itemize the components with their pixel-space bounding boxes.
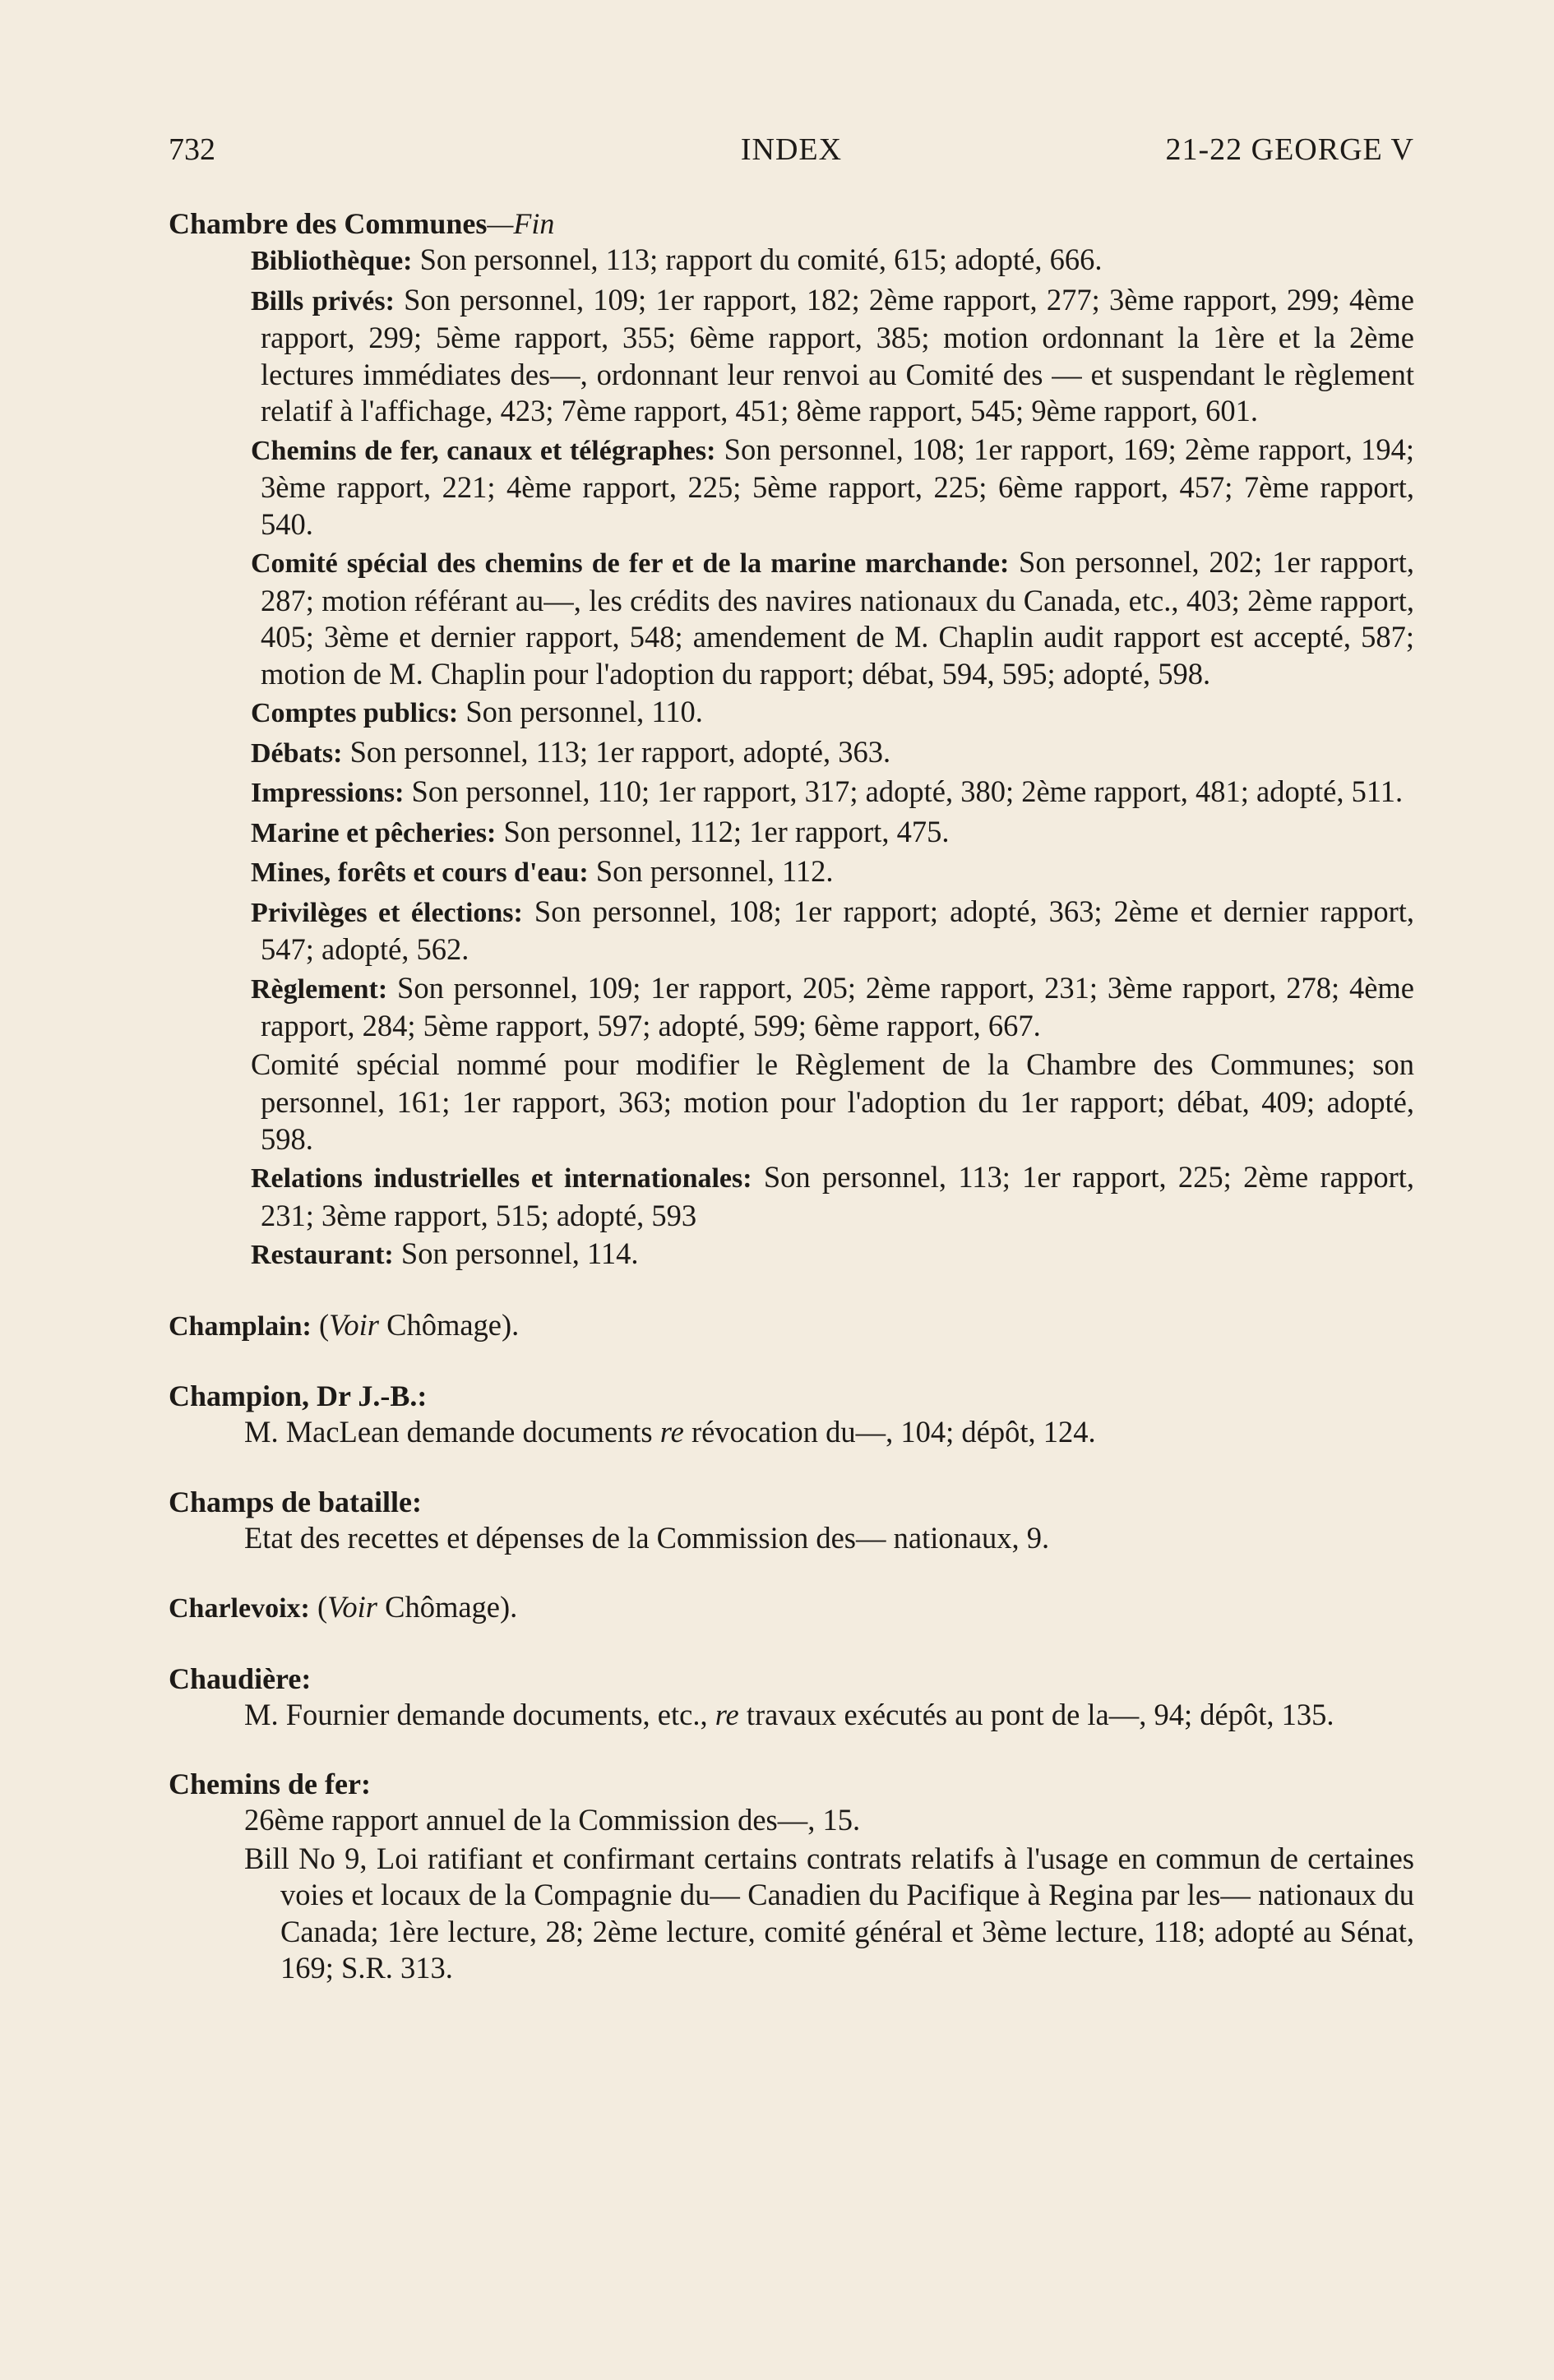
subentry-text: Son personnel, 109; 1er rapport, 205; 2ème rapport, 231; 3ème rapport, 278; 4ème rapport, 284; 5ème rapport, 597; adopté, 599; 6ème rapport, 667. [261,970,1414,1042]
entry-item-text: Bill No 9, Loi ratifiant et confirmant certains contrats relatifs à l'usage en commun de certaines voies et locaux de la Compagnie du— Canadien du Pacifique à Regina par les— nationaux du Canada; 1ère lecture, 28; 2ème lecture, comité général et 3ème lecture, 118; adopté au Sénat, 169; S.R. 313. [244,1841,1414,1985]
entry-item-text: 26ème rapport annuel de la Commission des—, 15. [244,1803,861,1837]
subentry-text: Comité spécial nommé pour modifier le Règlement de la Chambre des Communes; son personnel, 161; 1er rapport, 363; motion pour l'adoption du 1er rapport; débat, 409; adopté, 598. [251,1047,1414,1156]
subentry [169,694,1414,732]
subentry-label: Comité spécial des chemins de fer et de la marine marchande: [251,548,1010,579]
cross-ref-target: Chômage). [378,1307,520,1342]
entry-item [169,1841,1414,1987]
subentry [169,970,1414,1045]
subentry-text: Son personnel, 202; 1er rapport, 287; motion référant au—, les crédits des navires nationaux du Canada, etc., 403; 2ème rapport, 405; 3ème et dernier rapport, 548; amendement de M. Chaplin audit rapport est accepté, 587; motion de M. Chaplin pour l'adoption du rapport; débat, 594, 595; adopté, 598. [261,545,1414,691]
entry-title: Chaudière: [169,1661,312,1695]
entry-item-text: M. MacLean demande documents [244,1415,660,1449]
index-entry-chemins-de-fer [169,1766,1414,1987]
section-title-suffix: —Fin [487,207,555,240]
index-entry-champion [169,1378,1414,1451]
subentry [169,1159,1414,1234]
index-content [169,206,1414,1989]
subentry-label: Mines, forêts et cours d'eau: [251,857,589,888]
subentry [169,774,1414,812]
index-entry-line [169,1307,1414,1346]
subentry-label: Débats: [251,737,343,769]
entry-item [169,1520,1414,1557]
subentry-label: Impressions: [251,778,405,808]
cross-ref-open: ( [311,1307,330,1342]
entry-item-text: M. Fournier demande documents, etc., [244,1697,715,1731]
entry-item-text-end: travaux exécutés au pont de la—, 94; dépôt, 135. [738,1697,1334,1731]
index-entry-line [169,1589,1414,1628]
subentry [169,544,1414,692]
subentry-text: Son personnel, 109; 1er rapport, 182; 2ème rapport, 277; 3ème rapport, 299; 4ème rapport, 299; 5ème rapport, 355; 6ème rapport, 385; motion ordonnant la 1ère et la 2ème lectures immédiates des—, ordonnant leur renvoi au Comité des — et suspendant le règlement relatif à l'affichage, 423; 7ème rapport, 451; 8ème rapport, 545; 9ème rapport, 601. [261,282,1414,427]
subentry-label: Relations industrielles et internationales: [251,1163,752,1194]
subentry-text: Son personnel, 113; 1er rapport, 225; 2ème rapport, 231; 3ème rapport, 515; adopté, 593 [261,1160,1414,1232]
subentry [169,1236,1414,1274]
subentry-text: Son personnel, 108; 1er rapport, 169; 2ème rapport, 194; 3ème rapport, 221; 4ème rapport, 225; 5ème rapport, 225; 6ème rapport, 457; 7ème rapport, 540. [261,432,1414,541]
page-number: 732 [169,132,215,167]
entry-item [169,1697,1414,1734]
entry-title: Chemins de fer: [169,1768,371,1800]
index-entry-chaudiere [169,1661,1414,1734]
entry-item [169,1802,1414,1839]
subentry-text: Son personnel, 112; 1er rapport, 475. [496,814,950,848]
cross-ref-voir: Voir [327,1590,377,1624]
index-entry-champs-de-bataille [169,1484,1414,1557]
running-head [169,132,1414,173]
entry-item-italic: re [659,1415,684,1449]
reign-label: 21-22 GEORGE V [1165,132,1414,167]
subentry [169,432,1414,543]
subentry-text: Son personnel, 108; 1er rapport; adopté, 363; 2ème et dernier rapport, 547; adopté, 562. [261,894,1414,966]
subentry [169,282,1414,430]
entry-item [169,1414,1414,1451]
subentry-label: Marine et pêcheries: [251,817,497,848]
subentry-text: Son personnel, 110. [458,695,703,728]
subentry-text: Son personnel, 114. [393,1236,639,1270]
section-heading [169,206,1414,242]
subentry [169,894,1414,968]
entry-title: Champlain: [169,1310,312,1342]
subentry-text: Son personnel, 112. [588,854,834,888]
subentry [169,1047,1414,1158]
section-title: Chambre des Communes [169,207,488,240]
subentry-label: Comptes publics: [251,698,459,728]
cross-ref-voir: Voir [329,1307,379,1342]
subentry-text: Son personnel, 113; 1er rapport, adopté, 363. [342,734,891,769]
entry-title: Charlevoix: [169,1593,310,1624]
running-title: INDEX [740,132,843,167]
cross-ref-target: Chômage). [377,1590,518,1624]
cross-ref-open: ( [309,1590,328,1624]
subentry-label: Règlement: [251,973,388,1005]
subentry [169,734,1414,773]
subentry-text: Son personnel, 110; 1er rapport, 317; adopté, 380; 2ème rapport, 481; adopté, 511. [404,774,1404,808]
entry-item-text: Etat des recettes et dépenses de la Commission des— nationaux, 9. [244,1520,1050,1555]
subentry [169,814,1414,853]
subentry-label: Chemins de fer, canaux et télégraphes: [251,435,716,466]
entry-title: Champion, Dr J.-B.: [169,1379,428,1412]
index-entry-champlain [169,1307,1414,1346]
subentry-label: Privilèges et élections: [251,897,523,928]
entry-title: Champs de bataille: [169,1485,423,1518]
subentry-label: Bills privés: [251,285,395,317]
subentry [169,853,1414,892]
entry-item-italic: re [715,1697,739,1731]
subentry-text: Son personnel, 113; rapport du comité, 615; adopté, 666. [412,243,1103,276]
subentry-label: Restaurant: [251,1240,394,1270]
subentry-label: Bibliothèque: [251,246,413,276]
index-entry-charlevoix [169,1589,1414,1628]
subentry [169,242,1414,280]
entry-item-text-end: révocation du—, 104; dépôt, 124. [683,1415,1096,1449]
subentry-list [169,242,1414,1274]
